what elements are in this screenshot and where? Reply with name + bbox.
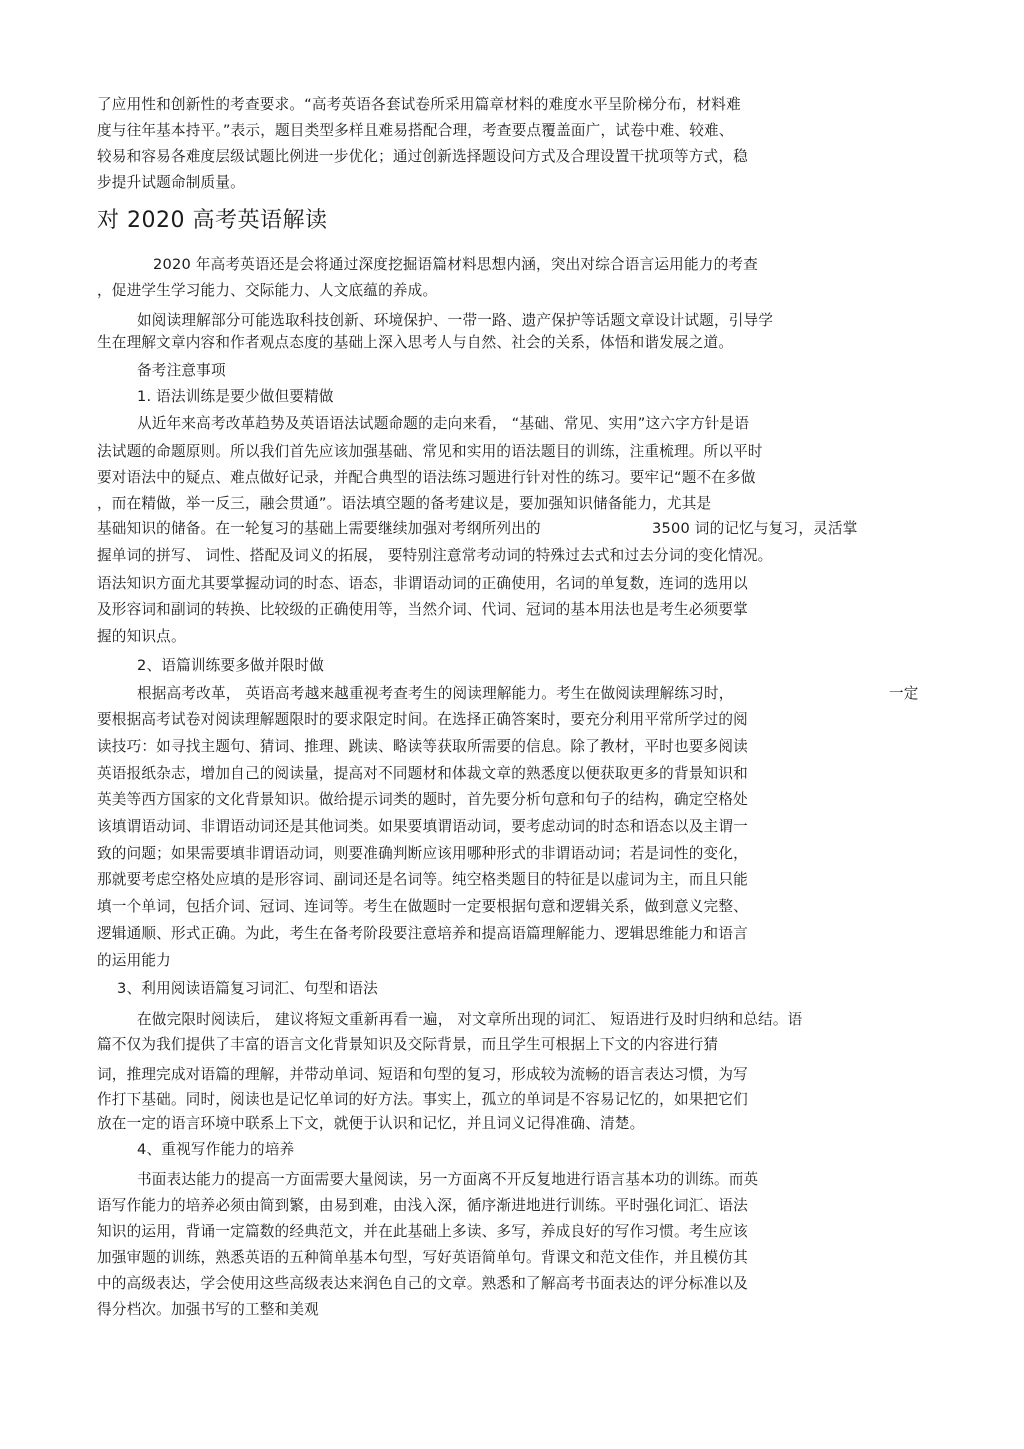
item-line: 从近年来高考改革趋势及英语语法试题命题的走向来看， “基础、常见、实用”这六字方针是语: [137, 415, 750, 432]
item-line: 在做完限时阅读后， 建议将短文重新再看一遍， 对文章所出现的词汇、 短语进行及时归纳和总结。语: [137, 1011, 803, 1028]
paragraph-line: 2020 年高考英语还是会将通过深度挖掘语篇材料思想内涵，突出对综合语言运用能力的考查: [153, 256, 758, 273]
intro-line: 了应用性和创新性的考查要求。“高考英语各套试卷所采用篇章材料的难度水平呈阶梯分布，材料难: [97, 96, 741, 113]
item-heading: 4、重视写作能力的培养: [137, 1141, 295, 1158]
item-line: 加强审题的训练，熟悉英语的五种简单基本句型，写好英语简单句。背课文和范文佳作，并且模仿其: [97, 1249, 748, 1266]
item-heading: 1. 语法训练是要少做但要精做: [137, 388, 334, 405]
notes-heading: 备考注意事项: [137, 362, 226, 379]
item-line: 放在一定的语言环境中联系上下文，就便于认识和记忆，并且词义记得准确、清楚。: [97, 1115, 645, 1132]
item-line: 填一个单词，包括介词、冠词、连词等。考生在做题时一定要根据句意和逻辑关系，做到意义完整、: [97, 898, 748, 915]
item-line: 致的问题；如果需要填非谓语动词，则要准确判断应该用哪种形式的非谓语动词；若是词性的变化，: [97, 845, 748, 862]
intro-line: 度与往年基本持平。”表示，题目类型多样且难易搭配合理，考查要点覆盖面广，试卷中难、较难、: [97, 122, 734, 139]
paragraph-line: ，促进学生学习能力、交际能力、人文底蕴的养成。: [97, 282, 438, 299]
item-line: 英语报纸杂志，增加自己的阅读量，提高对不同题材和体裁文章的熟悉度以便获取更多的背景知识和: [97, 765, 748, 782]
section-title: 对 2020 高考英语解读: [97, 208, 328, 233]
item-line: 作打下基础。同时，阅读也是记忆单词的好方法。事实上，孤立的单词是不容易记忆的，如果把它们: [97, 1091, 748, 1108]
item-line: 书面表达能力的提高一方面需要大量阅读，另一方面离不开反复地进行语言基本功的训练。而英: [137, 1171, 759, 1188]
intro-line: 较易和容易各难度层级试题比例进一步优化；通过创新选择题设问方式及合理设置干扰项等方式，稳: [97, 148, 748, 165]
item-line: 根据高考改革， 英语高考越来越重视考查考生的阅读理解能力。考生在做阅读理解练习时，: [137, 685, 734, 702]
item-line: 词，推理完成对语篇的理解，并带动单词、短语和句型的复习，形成较为流畅的语言表达习惯，为写: [97, 1066, 748, 1083]
item-line: 一定: [889, 685, 919, 702]
intro-line: 步提升试题命制质量。: [97, 174, 245, 191]
item-line: 逻辑通顺、形式正确。为此，考生在备考阶段要注意培养和提高语篇理解能力、逻辑思维能力和语言: [97, 925, 748, 942]
item-line: 及形容词和副词的转换、比较级的正确使用等，当然介词、代词、冠词的基本用法也是考生必须要掌: [97, 601, 748, 618]
item-heading: 2、语篇训练要多做并限时做: [137, 657, 325, 674]
item-line: ，而在精做，举一反三，融会贯通”。语法填空题的备考建议是，要加强知识储备能力，尤其是: [97, 495, 712, 512]
item-line: 法试题的命题原则。所以我们首先应该加强基础、常见和实用的语法题目的训练，注重梳理。所以平时: [97, 443, 763, 460]
item-line: 握的知识点。: [97, 628, 186, 645]
item-line: 读技巧：如寻找主题句、猜词、推理、跳读、略读等获取所需要的信息。除了教材，平时也要多阅读: [97, 738, 748, 755]
item-line: 语写作能力的培养必须由简到繁，由易到难，由浅入深，循序渐进地进行训练。平时强化词汇、语法: [97, 1197, 748, 1214]
item-line: 篇不仅为我们提供了丰富的语言文化背景知识及交际背景，而且学生可根据上下文的内容进行猜: [97, 1036, 719, 1053]
item-line: 得分档次。加强书写的工整和美观: [97, 1301, 319, 1318]
item-line: 语法知识方面尤其要掌握动词的时态、语态，非谓语动词的正确使用，名词的单复数，连词的选用以: [97, 575, 748, 592]
item-line: 要根据高考试卷对阅读理解题限时的要求限定时间。在选择正确答案时，要充分利用平常所学过的阅: [97, 711, 748, 728]
paragraph-line: 如阅读理解部分可能选取科技创新、环境保护、一带一路、遗产保护等话题文章设计试题，引导学: [137, 312, 774, 329]
item-line: 中的高级表达，学会使用这些高级表达来润色自己的文章。熟悉和了解高考书面表达的评分标准以及: [97, 1275, 748, 1292]
item-line: 英美等西方国家的文化背景知识。做给提示词类的题时，首先要分析句意和句子的结构，确定空格处: [97, 791, 748, 808]
item-line: 3500 词的记忆与复习，灵活掌: [652, 520, 858, 537]
item-line: 那就要考虑空格处应填的是形容词、副词还是名词等。纯空格类题目的特征是以虚词为主，而且只能: [97, 871, 748, 888]
item-line: 握单词的拼写、 词性、搭配及词义的拓展， 要特别注意常考动词的特殊过去式和过去分词的变化情况。: [97, 547, 773, 564]
item-line: 知识的运用，背诵一定篇数的经典范文，并在此基础上多读、多写，养成良好的写作习惯。考生应该: [97, 1223, 748, 1240]
paragraph-line: 生在理解文章内容和作者观点态度的基础上深入思考人与自然、社会的关系，体悟和谐发展之道。: [97, 334, 734, 351]
item-line: 要对语法中的疑点、难点做好记录，并配合典型的语法练习题进行针对性的练习。要牢记“题不在多做: [97, 469, 756, 486]
item-heading: 3、利用阅读语篇复习词汇、句型和语法: [117, 980, 378, 997]
item-line: 的运用能力: [97, 952, 171, 969]
item-line: 该填谓语动词、非谓语动词还是其他词类。如果要填谓语动词，要考虑动词的时态和语态以及主谓一: [97, 818, 748, 835]
item-line: 基础知识的储备。在一轮复习的基础上需要继续加强对考纲所列出的: [97, 520, 541, 537]
